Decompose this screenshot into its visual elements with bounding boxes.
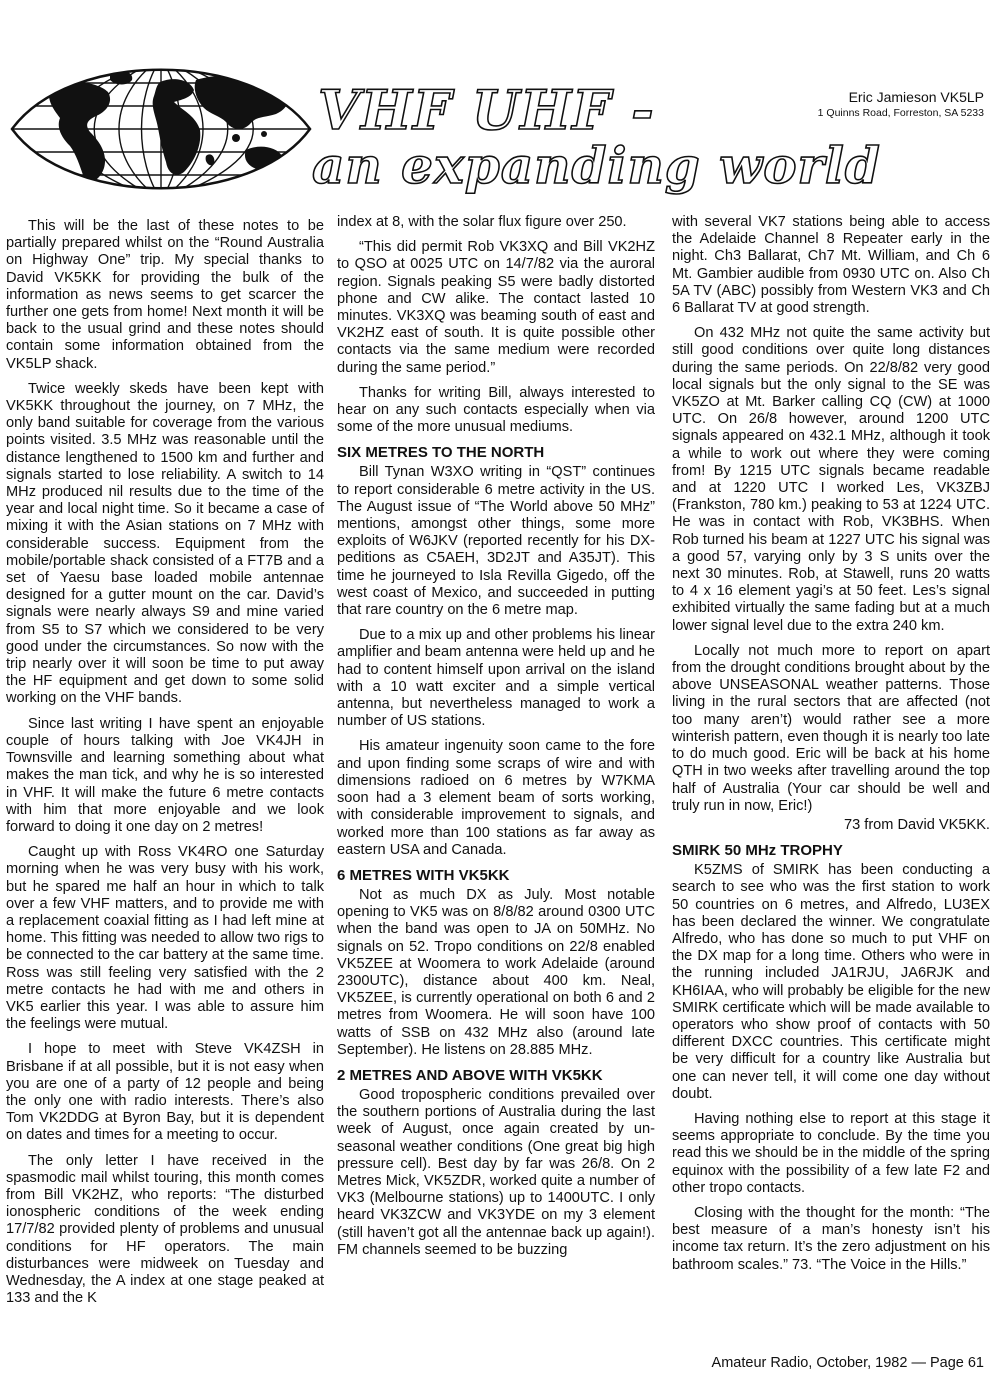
article-title-line2: an expanding world (312, 136, 881, 195)
paragraph: Closing with the thought for the month: “The best measure of a man’s honesty isn’t his income tax return. It’s the zero adjustment on his bathroom scales.” 73. “The Voice in the Hills.” (672, 1204, 990, 1273)
globe-logo-icon (10, 58, 312, 200)
page-footer: Amateur Radio, October, 1982 — Page 61 (711, 1355, 984, 1371)
section-heading-six-metres-north: SIX METRES TO THE NORTH (337, 444, 545, 462)
paragraph: Since last writing I have spent an enjoyable couple of hours talking with Joe VK4JH in Townsville and learning something about what makes the man tick, and why he is so interested in VHF. It will make the future 6 metre contacts with him that more enjoyable and we look forward to doing it one day on 2 metres! (6, 715, 324, 835)
author-block (818, 88, 984, 120)
author-name: Eric Jamieson VK5LP (848, 89, 984, 105)
paragraph: “This did permit Rob VK3XQ and Bill VK2HZ to QSO at 0025 UTC on 14/7/82 via the auroral region. Signals peaking S5 were badly distorted phone and CW alike. The contact lasted 10 minutes. VK3XQ was beaming south of east and VK2HZ east of south. It is quite possible other contacts via the same medium were recorded during the same period.” (337, 239, 655, 376)
section-heading-2m-vk5kk: 2 METRES AND ABOVE WITH VK5KK (337, 1066, 603, 1084)
author-address: 1 Quinns Road, Forreston, SA 5233 (817, 107, 984, 119)
paragraph: His amateur ingenuity soon came to the fore and upon finding some scraps of wire and with dimensions radioed on 6 metres by W7KMA soon had a 3 element beam of sorts working, with considerable improvement to signals, and worked more than 100 stations as far away as eastern USA and Canada. (337, 738, 655, 858)
column-1 (6, 218, 324, 1315)
signoff: 73 from David VK5KK. (843, 816, 990, 833)
article-title-line1: VHF UHF - (318, 78, 655, 142)
paragraph: with several VK7 stations being able to access the Adelaide Channel 8 Repeater early in the night. Ch3 Ballarat, Ch7 Mt. William, and Ch 6 Mt. Gambier audible from 0930 UTC on. Also Ch 5A TV (ABC) possibly from Western VK3 and Ch 6 Ballarat TV at good strength. (672, 214, 990, 317)
column-3 (672, 214, 990, 1282)
paragraph: Caught up with Ross VK4RO one Saturday morning when he was very busy with his work, but he spared me half an hour in which to talk over a few VHF matters, and to provide me with a replacement coaxial fitting as I had left mine at home. This fitting was needed to allow two rigs to be connected to the car battery at the same time. Ross was still feeling very satisfied with the 2 metre contacts he had with me and others in VK5 earlier this year. I was able to assure him the feelings were mutual. (6, 844, 324, 1033)
section-heading-6m-vk5kk: 6 METRES WITH VK5KK (337, 866, 510, 884)
paragraph: I hope to meet with Steve VK4ZSH in Brisbane if at all possible, but it is not easy when you are one of a party of 12 people and being the only one with radio interests. There’s also Tom VK2DDG at Byron Bay, but it is dependent on dates and times for a meeting to occur. (6, 1041, 324, 1144)
paragraph: index at 8, with the solar flux figure over 250. (337, 214, 627, 230)
paragraph: Good tropospheric conditions prevailed over the southern portions of Australia during the last week of August, once again created by un-seasonal weather conditions (One great big high pressure cell). Best day by far was 26/8. On 2 Metres Mick, VK5ZDR, worked quite a number of VK3 (Melbourne stations) up to 1400UTC. I only heard VK3ZCW and VK3YDE on my 3 element (still haven’t got all the antennae back up again!). FM channels seemed to be buzzing (337, 1086, 655, 1258)
paragraph: Thanks for writing Bill, always interested to hear on any such contacts especially when via some of the more unusual mediums. (337, 384, 655, 436)
paragraph: Having nothing else to report at this stage it seems appropriate to conclude. By the time you read this we should be in the middle of the spring equinox with the possibility of a few late F2 and other tropo contacts. (672, 1110, 990, 1196)
paragraph: Not as much DX as July. Most notable opening to VK5 was on 8/8/82 around 0300 UTC when the band was open to JA on 50MHz. No signals on 52. Tropo conditions on 22/8 enabled VK5ZEE at Woomera to work Adelaide (around 2300UTC), distance about 400 km. Neal, VK5ZEE, is currently operational on both 6 and 2 metres from Woomera. He will soon have 100 watts of SSB on 432 MHz also (around late September). He listens on 28.885 MHz. (337, 886, 655, 1058)
paragraph: Due to a mix up and other problems his linear amplifier and beam antenna were held up and he had to content himself upon arrival on the island with a 10 watt exciter and a simple vertical antenna, but nevertheless managed to work a number of US stations. (337, 627, 655, 730)
paragraph: Twice weekly skeds have been kept with VK5KK throughout the journey, on 7 MHz, the only band suitable for coverage from the various points visited. 3.5 MHz was reasonable until the distance lengthened to 1500 km and further and signals started to lose reliability. A switch to 14 MHz produced nil results due to the time of the year and local night time. So it became a case of mixing it with the Asian stations on 7 MHz with considerable success. Equipment from the mobile/portable shack consisted of a FT7B and a set of Yaesu base loaded mobile antennae designed for a gutter mount on the car. David’s signals were nearly always S9 and mine varied from S5 to S7 which we considered to be very good under the circumstances. So now with the trip nearly over it will soon be time to put away the HF equipment and get down to some solid working on the VHF bands. (6, 380, 324, 707)
paragraph: Locally not much more to report on apart from the drought conditions brought about by the above UNSEASONAL weather patterns. Those living in the rural sectors that are affected (not too many aren’t) would rather see a more winterish pattern, even though it is nearly too late to do much good. Eric will be back at his home QTH in two weeks after travelling around the top half of Australia (Your car should be well and truly run in now, Eric!) (672, 642, 990, 814)
paragraph: This will be the last of these notes to be partially prepared whilst on the “Round Australia on Highway One” trip. My special thanks to David VK5KK for providing the bulk of the information as news seems to get scarcer the further one gets from home! Next month it will be back to the usual grind and these notes should contain some information obtained from the VK5LP shack. (6, 218, 324, 372)
paragraph: K5ZMS of SMIRK has been conducting a search to see who was the first station to work 50 countries on 6 metres, and Alfredo, LU3EX has been declared the winner. We congratulate Alfredo, who has done so much to put VHF on the DX map for a long time. Others who were in the running included JA1RJU, JA6RJK and KH6IAA, who will probably be eligible for the new SMIRK certificate which will be made available to operators who show proof of contacts with 50 different DXCC countries. This certificate might be very difficult for a country like Australia but one can never tell, it will come one day without doubt. (672, 862, 990, 1102)
paragraph: On 432 MHz not quite the same activity but still good conditions over quite long distances during the same periods. On 22/8/82 very good local signals but the only signal to the SE was VK5ZO at Mt. Barker calling CQ (CW) at 1000 UTC. On 26/8 however, around 1200 UTC signals appeared on 432.1 MHz, although it took a while to work out where they were coming from! By 1215 UTC signals became readable and at 1220 UTC I worked Les, VK3ZBJ (Frankston, 780 km.) peaking to 53 at 1224 UTC. He was in contact with Rob, VK3BHS. When Rob turned his beam at 1227 UTC his signal was a good 57, varying only by 3 S units over the next 30 minutes. Rob, at Stawell, runs 20 watts to 4 x 16 element yagi’s at 50 feet. Les’s signal exhibited virtually the same fading but at a much lower signal level due to the extra 240 km. (672, 325, 990, 634)
section-heading-smirk-trophy: SMIRK 50 MHz TROPHY (672, 842, 843, 860)
column-2 (337, 214, 655, 1267)
paragraph: Bill Tynan W3XO writing in “QST” continues to report considerable 6 metre activity in the US. The August issue of “The World above 50 MHz” mentions, amongst other things, some more exploits of W6JKV (reported recently for his DX-peditions as C5AEH, 3D2JT and A35JT). This time he journeyed to Isla Revilla Gigedo, off the west coast of Mexico, and succeeded in putting that rare country on the 6 metre map. (337, 464, 655, 619)
paragraph: The only letter I have received in the spasmodic mail whilst touring, this month comes from Bill VK2HZ, who reports: “The disturbed ionospheric conditions of the week ending 17/7/82 provided plenty of problems and unusual conditions for HF operators. The main disturbances were midweek on Tuesday and Wednesday, the A index at one stage peaked at 133 and the K (6, 1152, 324, 1307)
